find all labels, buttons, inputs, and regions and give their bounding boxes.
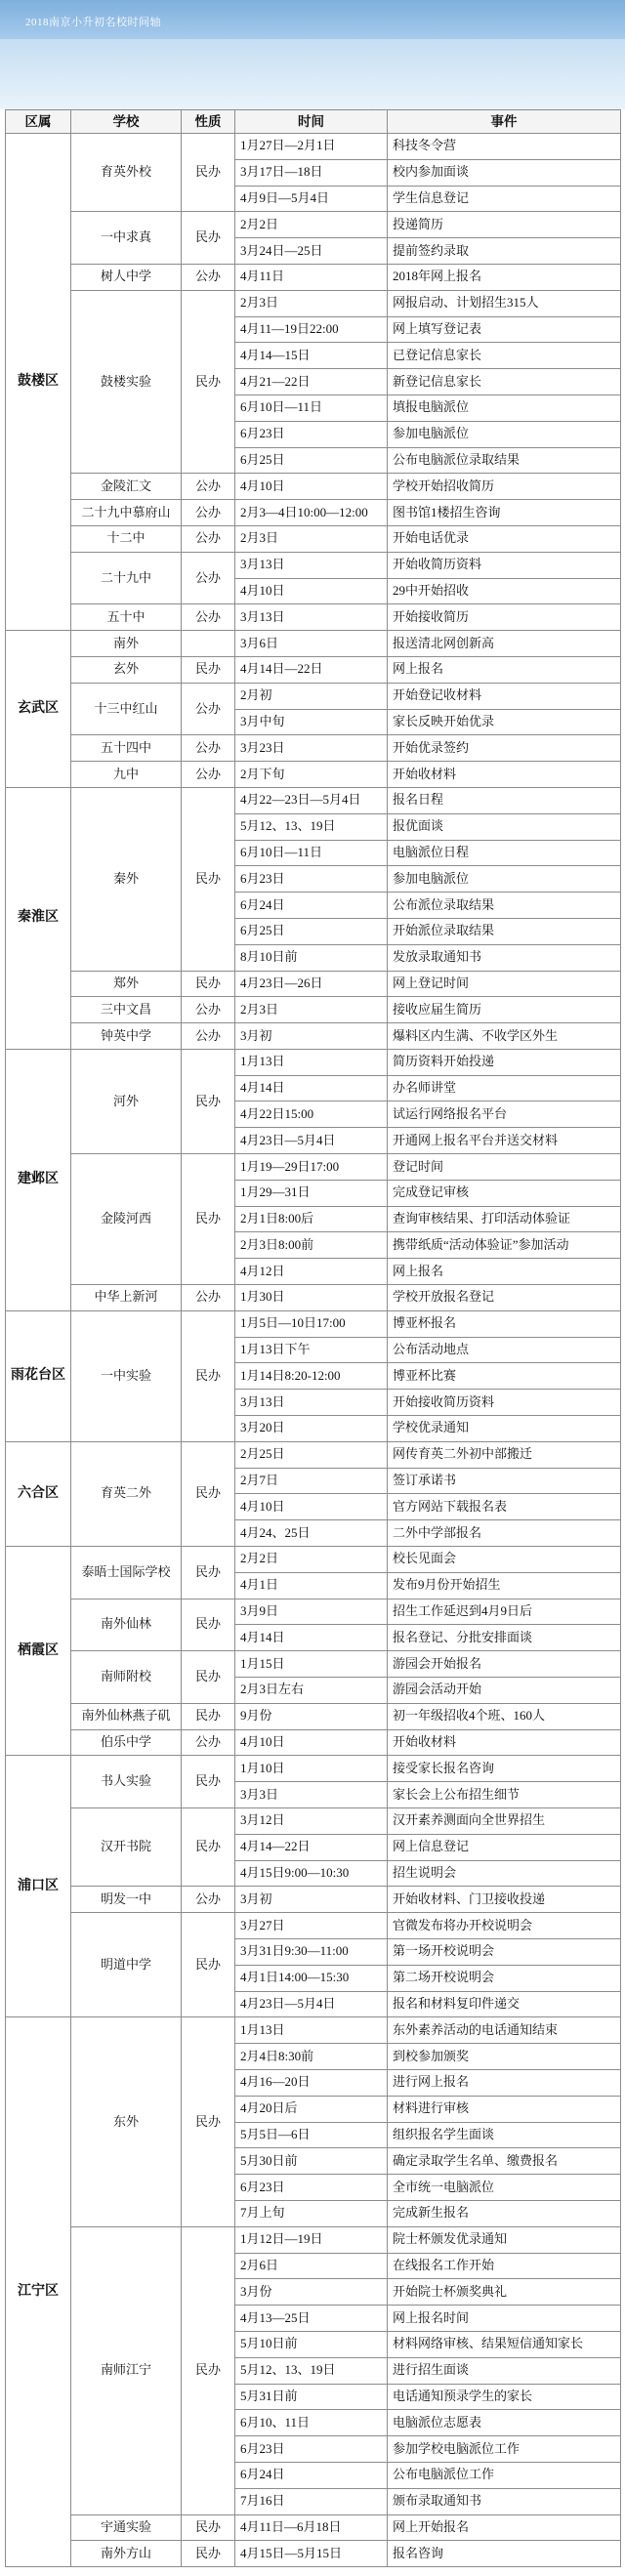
nature-cell: 民办	[182, 2227, 235, 2515]
nature-cell: 民办	[182, 657, 235, 684]
event-cell: 开始收材料	[388, 1730, 621, 1757]
time-cell: 3月13日	[235, 604, 388, 631]
school-cell: 郑外	[71, 972, 182, 998]
time-cell: 4月14—22日	[235, 1835, 388, 1861]
district-cell: 建邺区	[6, 1050, 71, 1311]
event-cell: 进行招生面谈	[388, 2358, 621, 2385]
event-cell: 参加学校电脑派位工作	[388, 2436, 621, 2463]
time-cell: 2月2日	[235, 1547, 388, 1573]
school-cell: 东外	[71, 2017, 182, 2226]
time-cell: 1月12日—19日	[235, 2227, 388, 2254]
nature-cell: 民办	[182, 1050, 235, 1154]
district-cell: 玄武区	[6, 631, 71, 788]
event-cell: 携带纸质“活动体验证”参加活动	[388, 1232, 621, 1259]
event-cell: 初一年级招收4个班、160人	[388, 1704, 621, 1730]
time-cell: 3月17日—18日	[235, 160, 388, 187]
school-cell: 十二中	[71, 526, 182, 553]
school-cell: 树人中学	[71, 265, 182, 291]
time-cell: 6月23日	[235, 866, 388, 893]
nature-cell: 民办	[182, 2515, 235, 2542]
event-cell: 博亚杯比赛	[388, 1363, 621, 1390]
event-cell: 网上信息登记	[388, 1835, 621, 1861]
event-cell: 确定录取学生名单、缴费报名	[388, 2148, 621, 2175]
event-cell: 第一场开校说明会	[388, 1939, 621, 1966]
time-cell: 4月12日	[235, 1259, 388, 1285]
event-cell: 电脑派位日程	[388, 841, 621, 867]
time-cell: 3月12日	[235, 1808, 388, 1835]
column-header-time: 时间	[235, 110, 388, 134]
time-cell: 4月13—25日	[235, 2306, 388, 2332]
time-cell: 6月10、11日	[235, 2410, 388, 2436]
event-cell: 发放录取通知书	[388, 945, 621, 972]
time-cell: 3月23日	[235, 735, 388, 762]
time-cell: 1月10日	[235, 1756, 388, 1782]
event-cell: 在线报名工作开始	[388, 2254, 621, 2280]
time-cell: 6月25日	[235, 919, 388, 945]
time-cell: 3月9日	[235, 1600, 388, 1626]
nature-cell: 公办	[182, 604, 235, 631]
event-cell: 接受家长报名咨询	[388, 1756, 621, 1782]
event-cell: 29中开始招收	[388, 579, 621, 605]
column-header-nature: 性质	[182, 110, 235, 134]
time-cell: 3月初	[235, 1023, 388, 1050]
nature-cell: 公办	[182, 553, 235, 605]
time-cell: 6月23日	[235, 2436, 388, 2463]
time-cell: 2月3日	[235, 997, 388, 1023]
event-cell: 报名日程	[388, 788, 621, 814]
time-cell: 5月5日—6日	[235, 2123, 388, 2149]
time-cell: 1月5日—10日17:00	[235, 1311, 388, 1338]
time-cell: 3月3日	[235, 1782, 388, 1808]
time-cell: 2月7日	[235, 1469, 388, 1495]
time-cell: 5月12、13、19日	[235, 2358, 388, 2385]
nature-cell	[182, 631, 235, 657]
event-cell: 报名咨询	[388, 2541, 621, 2567]
time-cell: 1月13日	[235, 1050, 388, 1076]
time-cell: 1月14日8:20-12:00	[235, 1363, 388, 1390]
time-cell: 4月23日—5月4日	[235, 1992, 388, 2018]
time-cell: 4月14—15日	[235, 343, 388, 369]
time-cell: 4月14日	[235, 1076, 388, 1102]
event-cell: 公布活动地点	[388, 1338, 621, 1364]
time-cell: 5月12、13、19日	[235, 814, 388, 841]
event-cell: 东外素养活动的电话通知结束	[388, 2017, 621, 2044]
event-cell: 学生信息登记	[388, 187, 621, 213]
nature-cell: 民办	[182, 1311, 235, 1442]
time-cell: 3月初	[235, 1887, 388, 1913]
event-cell: 网传育英二外初中部搬迁	[388, 1442, 621, 1469]
school-cell: 南外方山	[71, 2541, 182, 2567]
time-cell: 4月23日—26日	[235, 972, 388, 998]
event-cell: 开始派位录取结果	[388, 919, 621, 945]
time-cell: 1月19—29日17:00	[235, 1154, 388, 1181]
event-cell: 开始电话优录	[388, 526, 621, 553]
time-cell: 4月9日—5月4日	[235, 187, 388, 213]
event-cell: 报名登记、分批安排面谈	[388, 1625, 621, 1651]
event-cell: 开始收材料、门卫接收投递	[388, 1887, 621, 1913]
time-cell: 2月3日	[235, 291, 388, 317]
school-cell: 明发一中	[71, 1887, 182, 1913]
school-cell: 一中实验	[71, 1311, 182, 1442]
event-cell: 报名和材料复印件递交	[388, 1992, 621, 2018]
event-cell: 已登记信息家长	[388, 343, 621, 369]
event-cell: 简历资料开始投递	[388, 1050, 621, 1076]
time-cell: 9月份	[235, 1704, 388, 1730]
time-cell: 4月11日—6月18日	[235, 2515, 388, 2542]
event-cell: 投递简历	[388, 212, 621, 238]
event-cell: 完成登记审核	[388, 1181, 621, 1207]
time-cell: 8月10日前	[235, 945, 388, 972]
nature-cell: 民办	[182, 1154, 235, 1285]
time-cell: 2月下旬	[235, 762, 388, 788]
event-cell: 到校参加颁奖	[388, 2044, 621, 2070]
school-cell: 明道中学	[71, 1913, 182, 2017]
district-cell: 浦口区	[6, 1756, 71, 2017]
event-cell: 网上开始报名	[388, 2515, 621, 2542]
time-cell: 2月2日	[235, 212, 388, 238]
nature-cell: 民办	[182, 1704, 235, 1730]
time-cell: 2月初	[235, 684, 388, 710]
nature-cell: 民办	[182, 788, 235, 972]
event-cell: 家长会上公布招生细节	[388, 1782, 621, 1808]
event-cell: 招生说明会	[388, 1861, 621, 1888]
nature-cell: 公办	[182, 1730, 235, 1757]
time-cell: 2月25日	[235, 1442, 388, 1469]
nature-cell: 公办	[182, 997, 235, 1023]
event-cell: 游园会开始报名	[388, 1651, 621, 1678]
district-cell: 鼓楼区	[6, 134, 71, 631]
time-cell: 4月14日—22日	[235, 657, 388, 684]
school-cell: 河外	[71, 1050, 182, 1154]
time-cell: 3月27日	[235, 1913, 388, 1939]
event-cell: 办名师讲堂	[388, 1076, 621, 1102]
event-cell: 进行网上报名	[388, 2070, 621, 2097]
event-cell: 开始登记收材料	[388, 684, 621, 710]
district-cell: 栖霞区	[6, 1547, 71, 1756]
time-cell: 5月31日前	[235, 2385, 388, 2411]
time-cell: 2月4日8:30前	[235, 2044, 388, 2070]
column-header-event: 事件	[388, 110, 621, 134]
nature-cell: 公办	[182, 735, 235, 762]
event-cell: 网上报名	[388, 657, 621, 684]
event-cell: 公布派位录取结果	[388, 893, 621, 919]
time-cell: 4月21—22日	[235, 369, 388, 395]
time-cell: 6月25日	[235, 448, 388, 475]
nature-cell: 民办	[182, 212, 235, 265]
time-cell: 4月11—19日22:00	[235, 317, 388, 344]
school-cell: 宇通实验	[71, 2515, 182, 2542]
event-cell: 查询审核结果、打印活动体验证	[388, 1207, 621, 1233]
nature-cell: 公办	[182, 1887, 235, 1913]
school-cell: 三中文昌	[71, 997, 182, 1023]
school-cell: 育英外校	[71, 134, 182, 212]
school-cell: 南外	[71, 631, 182, 657]
time-cell: 3月份	[235, 2279, 388, 2306]
event-cell: 开通网上报名平台并送交材料	[388, 1128, 621, 1154]
school-cell: 玄外	[71, 657, 182, 684]
nature-cell: 公办	[182, 1023, 235, 1050]
district-cell: 雨花台区	[6, 1311, 71, 1442]
event-cell: 校长见面会	[388, 1547, 621, 1573]
event-cell: 学校开始招收简历	[388, 474, 621, 500]
time-cell: 6月24日	[235, 893, 388, 919]
time-cell: 4月10日	[235, 1730, 388, 1757]
column-header-district: 区属	[6, 110, 71, 134]
nature-cell: 民办	[182, 1442, 235, 1547]
event-cell: 网上登记时间	[388, 972, 621, 998]
school-cell: 秦外	[71, 788, 182, 972]
event-cell: 2018年网上报名	[388, 265, 621, 291]
time-cell: 7月上旬	[235, 2201, 388, 2227]
timeline-table	[5, 109, 621, 2567]
time-cell: 3月31日9:30—11:00	[235, 1939, 388, 1966]
nature-cell: 民办	[182, 1808, 235, 1887]
event-cell: 第二场开校说明会	[388, 1966, 621, 1992]
event-cell: 图书馆1楼招生咨询	[388, 500, 621, 526]
district-cell: 六合区	[6, 1442, 71, 1547]
event-cell: 院士杯颁发优录通知	[388, 2227, 621, 2254]
event-cell: 网报启动、计划招生315人	[388, 291, 621, 317]
nature-cell: 民办	[182, 1600, 235, 1652]
time-cell: 1月15日	[235, 1651, 388, 1678]
school-cell: 钟英中学	[71, 1023, 182, 1050]
column-header-school: 学校	[71, 110, 182, 134]
event-cell: 学校开放报名登记	[388, 1285, 621, 1311]
event-cell: 材料网络审核、结果短信通知家长	[388, 2332, 621, 2358]
time-cell: 3月13日	[235, 1390, 388, 1416]
event-cell: 科技冬令营	[388, 134, 621, 160]
event-cell: 招生工作延迟到4月9日后	[388, 1600, 621, 1626]
event-cell: 开始院士杯颁奖典礼	[388, 2279, 621, 2306]
event-cell: 公布电脑派位工作	[388, 2463, 621, 2489]
district-cell: 秦淮区	[6, 788, 71, 1050]
school-cell: 育英二外	[71, 1442, 182, 1547]
school-cell: 九中	[71, 762, 182, 788]
nature-cell: 公办	[182, 526, 235, 553]
time-cell: 4月11日	[235, 265, 388, 291]
event-cell: 开始接收简历资料	[388, 1390, 621, 1416]
school-cell: 金陵河西	[71, 1154, 182, 1285]
time-cell: 4月16—20日	[235, 2070, 388, 2097]
event-cell: 全市统一电脑派位	[388, 2175, 621, 2201]
page-title: 2018南京小升初名校时间轴	[25, 17, 161, 28]
time-cell: 1月13日下午	[235, 1338, 388, 1364]
time-cell: 4月15日9:00—10:30	[235, 1861, 388, 1888]
nature-cell: 民办	[182, 291, 235, 475]
event-cell: 网上报名时间	[388, 2306, 621, 2332]
event-cell: 试运行网络报名平台	[388, 1101, 621, 1128]
time-cell: 6月10日—11日	[235, 395, 388, 422]
event-cell: 登记时间	[388, 1154, 621, 1181]
event-cell: 爆料区内生满、不收学区外生	[388, 1023, 621, 1050]
time-cell: 5月30日前	[235, 2148, 388, 2175]
time-cell: 1月30日	[235, 1285, 388, 1311]
time-cell: 4月1日	[235, 1573, 388, 1600]
event-cell: 游园会活动开始	[388, 1678, 621, 1704]
time-cell: 6月10日—11日	[235, 841, 388, 867]
event-cell: 组织报名学生面谈	[388, 2123, 621, 2149]
event-cell: 电话通知预录学生的家长	[388, 2385, 621, 2411]
event-cell: 颁布录取通知书	[388, 2489, 621, 2515]
school-cell: 金陵汇文	[71, 474, 182, 500]
event-cell: 开始收材料	[388, 762, 621, 788]
nature-cell: 公办	[182, 762, 235, 788]
school-cell: 二十九中慕府山	[71, 500, 182, 526]
time-cell: 1月29—31日	[235, 1181, 388, 1207]
event-cell: 开始优录签约	[388, 735, 621, 762]
event-cell: 网上填写登记表	[388, 317, 621, 344]
time-cell: 1月27日—2月1日	[235, 134, 388, 160]
school-cell: 南外仙林燕子矶	[71, 1704, 182, 1730]
nature-cell: 公办	[182, 474, 235, 500]
event-cell: 接收应届生简历	[388, 997, 621, 1023]
event-cell: 学校优录通知	[388, 1416, 621, 1442]
event-cell: 提前签约录取	[388, 238, 621, 265]
school-cell: 南师附校	[71, 1651, 182, 1704]
nature-cell: 民办	[182, 134, 235, 212]
time-cell: 1月13日	[235, 2017, 388, 2044]
time-cell: 4月22—23日—5月4日	[235, 788, 388, 814]
event-cell: 公布电脑派位录取结果	[388, 448, 621, 475]
nature-cell: 民办	[182, 972, 235, 998]
time-cell: 4月10日	[235, 579, 388, 605]
school-cell: 南师江宁	[71, 2227, 182, 2515]
nature-cell: 民办	[182, 2541, 235, 2567]
time-cell: 4月20日后	[235, 2097, 388, 2123]
time-cell: 3月24日—25日	[235, 238, 388, 265]
nature-cell: 公办	[182, 265, 235, 291]
nature-cell: 民办	[182, 1913, 235, 2017]
time-cell: 5月10日前	[235, 2332, 388, 2358]
time-cell: 3月中旬	[235, 710, 388, 736]
event-cell: 开始接收简历	[388, 604, 621, 631]
school-cell: 一中求真	[71, 212, 182, 265]
time-cell: 4月10日	[235, 1494, 388, 1520]
event-cell: 填报电脑派位	[388, 395, 621, 422]
time-cell: 2月3日	[235, 526, 388, 553]
time-cell: 6月24日	[235, 2463, 388, 2489]
time-cell: 6月23日	[235, 422, 388, 448]
event-cell: 报优面谈	[388, 814, 621, 841]
time-cell: 4月10日	[235, 474, 388, 500]
school-cell: 鼓楼实验	[71, 291, 182, 475]
event-cell: 开始收简历资料	[388, 553, 621, 579]
time-cell: 6月23日	[235, 2175, 388, 2201]
time-cell: 4月22日15:00	[235, 1101, 388, 1128]
time-cell: 4月14日	[235, 1625, 388, 1651]
nature-cell: 公办	[182, 684, 235, 736]
school-cell: 汉开书院	[71, 1808, 182, 1887]
nature-cell: 民办	[182, 1756, 235, 1808]
time-cell: 4月24、25日	[235, 1520, 388, 1547]
time-cell: 2月3日8:00前	[235, 1232, 388, 1259]
event-cell: 签订承诺书	[388, 1469, 621, 1495]
event-cell: 官方网站下载报名表	[388, 1494, 621, 1520]
time-cell: 3月6日	[235, 631, 388, 657]
time-cell: 4月23日—5月4日	[235, 1128, 388, 1154]
time-cell: 7月16日	[235, 2489, 388, 2515]
event-cell: 校内参加面谈	[388, 160, 621, 187]
nature-cell: 民办	[182, 2017, 235, 2226]
time-cell: 4月1日14:00—15:30	[235, 1966, 388, 1992]
school-cell: 泰晤士国际学校	[71, 1547, 182, 1600]
nature-cell: 民办	[182, 1547, 235, 1600]
school-cell: 伯乐中学	[71, 1730, 182, 1757]
event-cell: 报送清北网创新高	[388, 631, 621, 657]
event-cell: 家长反映开始优录	[388, 710, 621, 736]
event-cell: 发布9月份开始招生	[388, 1573, 621, 1600]
nature-cell: 民办	[182, 1651, 235, 1704]
nature-cell: 公办	[182, 500, 235, 526]
school-cell: 南外仙林	[71, 1600, 182, 1652]
school-cell: 五十中	[71, 604, 182, 631]
time-cell: 2月6日	[235, 2254, 388, 2280]
time-cell: 3月20日	[235, 1416, 388, 1442]
event-cell: 网上报名	[388, 1259, 621, 1285]
event-cell: 博亚杯报名	[388, 1311, 621, 1338]
school-cell: 书人实验	[71, 1756, 182, 1808]
time-cell: 3月13日	[235, 553, 388, 579]
school-cell: 二十九中	[71, 553, 182, 605]
school-cell: 五十四中	[71, 735, 182, 762]
event-cell: 电脑派位志愿表	[388, 2410, 621, 2436]
time-cell: 2月3日左右	[235, 1678, 388, 1704]
event-cell: 官微发布将办开校说明会	[388, 1913, 621, 1939]
event-cell: 汉开素养测面向全世界招生	[388, 1808, 621, 1835]
district-cell: 江宁区	[6, 2017, 71, 2567]
event-cell: 参加电脑派位	[388, 866, 621, 893]
event-cell: 二外中学部报名	[388, 1520, 621, 1547]
time-cell: 2月1日8:00后	[235, 1207, 388, 1233]
event-cell: 完成新生报名	[388, 2201, 621, 2227]
time-cell: 2月3—4日10:00—12:00	[235, 500, 388, 526]
school-cell: 十三中红山	[71, 684, 182, 736]
time-cell: 4月15日—5月15日	[235, 2541, 388, 2567]
nature-cell: 公办	[182, 1285, 235, 1311]
event-cell: 材料进行审核	[388, 2097, 621, 2123]
event-cell: 参加电脑派位	[388, 422, 621, 448]
header-banner	[0, 0, 625, 109]
school-cell: 中华上新河	[71, 1285, 182, 1311]
event-cell: 新登记信息家长	[388, 369, 621, 395]
